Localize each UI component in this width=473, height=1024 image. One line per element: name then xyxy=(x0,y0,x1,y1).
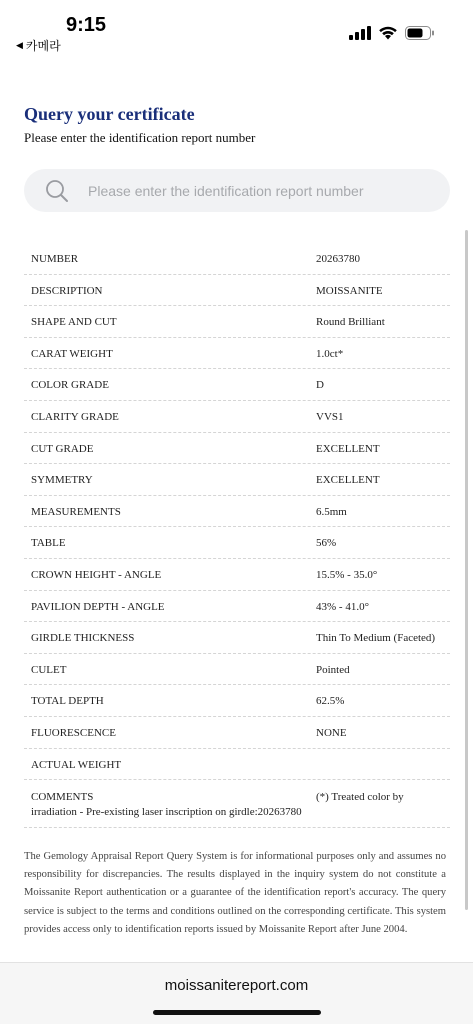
row-value: 6.5mm xyxy=(316,505,347,518)
scrollbar[interactable] xyxy=(465,230,468,910)
row-label: PAVILION DEPTH - ANGLE xyxy=(31,600,165,613)
table-row xyxy=(24,496,450,528)
row-label: CULET xyxy=(31,663,67,676)
search-box[interactable] xyxy=(24,169,450,212)
row-label: CUT GRADE xyxy=(31,442,94,455)
table-row xyxy=(24,338,450,370)
row-label: TABLE xyxy=(31,537,66,550)
row-value: 15.5% - 35.0° xyxy=(316,568,378,581)
battery-icon xyxy=(405,26,435,40)
row-label: SHAPE AND CUT xyxy=(31,316,117,329)
row-value: MOISSANITE xyxy=(316,284,383,297)
status-time: 9:15 xyxy=(66,14,107,36)
row-label: ACTUAL WEIGHT xyxy=(31,758,122,771)
row-label: COLOR GRADE xyxy=(31,379,109,392)
back-to-app-link[interactable] xyxy=(16,37,61,54)
row-label: FLUORESCENCE xyxy=(31,726,116,739)
table-row xyxy=(24,717,450,749)
status-bar xyxy=(0,0,473,58)
status-icons xyxy=(349,26,435,40)
row-label: TOTAL DEPTH xyxy=(31,695,104,708)
comments-label: COMMENTS xyxy=(31,791,94,804)
row-value: 20263780 xyxy=(316,253,360,265)
row-label: CLARITY GRADE xyxy=(31,410,119,423)
wifi-icon xyxy=(378,26,398,40)
table-row xyxy=(24,433,450,465)
table-row xyxy=(24,306,450,338)
table-row xyxy=(24,369,450,401)
table-row xyxy=(24,559,450,591)
row-value: 62.5% xyxy=(316,695,345,708)
row-label: SYMMETRY xyxy=(31,474,93,487)
page-title: Query your certificate xyxy=(24,104,195,124)
row-value: D xyxy=(316,379,324,392)
url-text[interactable]: moissanitereport.com xyxy=(164,977,309,994)
row-label: CARAT WEIGHT xyxy=(31,347,113,360)
table-row xyxy=(24,527,450,559)
row-label: DESCRIPTION xyxy=(31,284,103,297)
row-value: EXCELLENT xyxy=(316,474,380,487)
table-row xyxy=(24,464,450,496)
disclaimer-text: The Gemology Appraisal Report Query System is for informational purposes only and assumes no responsibility for discrepancies. The results displayed in the inquiry system do not constitute a Moissanite Report authentication or a guarantee of the identification report's accuracy. The query service is subject to the terms and conditions outlined on the corresponding certificate. This system provides access only to identification reports issued by Moissanite Report after June 2004. xyxy=(24,851,446,935)
browser-address-bar[interactable] xyxy=(0,962,473,1024)
comments-value: (*) Treated color by irradiation - Pre-existing laser inscription on girdle:20263780 xyxy=(31,791,404,819)
row-value: Pointed xyxy=(316,663,350,676)
table-row xyxy=(24,401,450,433)
back-app-label: 카메라 xyxy=(25,39,61,53)
table-row xyxy=(24,685,450,717)
row-value: VVS1 xyxy=(316,410,344,423)
comments-block xyxy=(31,790,445,820)
row-value: NONE xyxy=(316,726,347,739)
search-icon[interactable] xyxy=(45,179,69,203)
home-indicator[interactable] xyxy=(153,1010,321,1015)
row-value: Thin To Medium (Faceted) xyxy=(316,632,436,645)
back-triangle-icon: ◀ xyxy=(16,40,23,51)
row-value: 1.0ct* xyxy=(316,347,344,360)
row-label: NUMBER xyxy=(31,253,79,265)
table-row xyxy=(24,591,450,623)
page-subtitle: Please enter the identification report number xyxy=(24,130,256,145)
row-value: 43% - 41.0° xyxy=(316,600,369,613)
table-row xyxy=(24,749,450,781)
signal-icon xyxy=(349,26,371,40)
table-row xyxy=(24,654,450,686)
comments-row xyxy=(24,780,450,828)
row-value: 56% xyxy=(316,537,337,550)
report-table xyxy=(24,243,450,828)
row-label: GIRDLE THICKNESS xyxy=(31,632,135,645)
row-label: CROWN HEIGHT - ANGLE xyxy=(31,568,162,581)
table-row xyxy=(24,275,450,307)
search-input[interactable] xyxy=(88,169,438,212)
table-row xyxy=(24,622,450,654)
row-value: EXCELLENT xyxy=(316,442,380,455)
row-label: MEASUREMENTS xyxy=(31,505,121,518)
table-row xyxy=(24,243,450,275)
row-value: Round Brilliant xyxy=(316,316,385,329)
